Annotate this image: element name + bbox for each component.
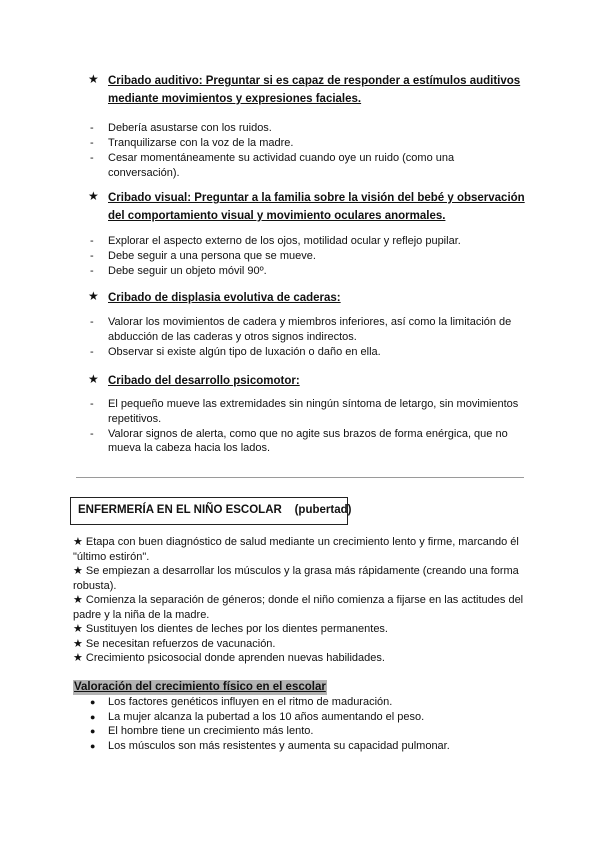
valoracion-title: Valoración del crecimiento físico en el escolar — [74, 681, 326, 693]
list-item: - Valorar los movimientos de cadera y miembros inferiores, así como la limitación de abducción de las caderas y otros signos indirectos. — [0, 315, 522, 344]
dash-list — [0, 315, 600, 359]
list-item — [0, 695, 600, 710]
section-cribado-auditivo — [0, 71, 600, 181]
heading-text: Cribado del desarrollo psicomotor: — [108, 375, 300, 387]
section-heading — [0, 288, 528, 306]
list-item: - Debería asustarse con los ruidos. — [0, 121, 522, 136]
list-item — [0, 710, 600, 725]
bullet-icon: ● — [90, 726, 96, 736]
list-item: - El pequeño mueve las extremidades sin ningún síntoma de letargo, sin movimientos repetitivos. — [0, 397, 522, 426]
text-line: ★ Crecimiento psicosocial donde aprenden nuevas habilidades. — [73, 652, 385, 664]
dash-list — [0, 397, 600, 456]
star-icon: ★ — [88, 289, 99, 303]
list-item-text: Los factores genéticos influyen en el ritmo de maduración. — [108, 696, 393, 708]
list-item: - Tranquilizarse con la voz de la madre. — [0, 136, 522, 151]
text-line: ★ Sustituyen los dientes de leches por los dientes permanentes. — [73, 623, 388, 635]
list-item: - Valorar signos de alerta, como que no agite sus brazos de forma enérgica, que no mueva la cabeza hacia los lados. — [0, 427, 522, 456]
bullet-icon: ● — [90, 711, 96, 722]
heading-text: Cribado auditivo: Preguntar si es capaz de responder a estímulos auditivos mediante movimientos y expresiones faciales. — [108, 75, 521, 105]
list-item-text: Los músculos son más resistentes y aumenta su capacidad pulmonar. — [108, 739, 450, 752]
dash-list — [0, 234, 600, 279]
list-item — [0, 739, 600, 754]
section-title-box: ENFERMERÍA EN EL NIÑO ESCOLAR (pubertad) — [70, 497, 348, 525]
star-icon: ★ — [88, 72, 99, 86]
text-line: ★ Se empiezan a desarrollar los músculos y la grasa más rápidamente (creando una forma — [73, 565, 519, 577]
text-line: padre y la niña de la madre. — [73, 608, 210, 621]
list-item: - Explorar el aspecto externo de los ojos, motilidad ocular y reflejo pupilar. — [0, 234, 522, 249]
text-line: robusta). — [73, 579, 117, 592]
section-heading — [0, 71, 528, 107]
text-line: "último estirón". — [73, 550, 150, 563]
bullet-icon: ● — [90, 697, 96, 707]
valoracion-list — [0, 695, 600, 753]
horizontal-divider — [76, 477, 524, 478]
list-item: - Observar si existe algún tipo de luxación o daño en ella. — [0, 345, 522, 360]
text-line: ★ Etapa con buen diagnóstico de salud mediante un crecimiento lento y firme, marcando él — [73, 536, 519, 548]
bullet-icon: ● — [90, 740, 96, 751]
star-icon: ★ — [88, 189, 99, 203]
list-item: - Debe seguir un objeto móvil 90º. — [0, 264, 522, 279]
list-item: - Debe seguir a una persona que se mueve. — [0, 249, 522, 264]
escolar-star-lines — [73, 535, 533, 666]
section-heading — [0, 371, 528, 389]
list-item: - Cesar momentáneamente su actividad cuando oye un ruido (como una conversación). — [0, 151, 522, 180]
heading-text: Cribado de displasia evolutiva de caderas: — [108, 292, 341, 304]
text-line: ★ Comienza la separación de géneros; donde el niño comienza a fijarse en las actitudes del — [73, 594, 524, 606]
section-cribado-psicomotor — [0, 371, 600, 456]
section-cribado-visual — [0, 188, 600, 279]
section-heading — [0, 188, 528, 224]
list-item-text: La mujer alcanza la pubertad a los 10 años aumentando el peso. — [108, 710, 425, 723]
heading-text: Cribado visual: Preguntar a la familia sobre la visión del bebé y observación del comportamiento visual y movimiento oculares anormales. — [108, 192, 525, 222]
text-line: ★ Se necesitan refuerzos de vacunación. — [73, 637, 276, 650]
star-icon: ★ — [88, 372, 99, 386]
dash-list — [0, 121, 600, 180]
list-item-text: El hombre tiene un crecimiento más lento. — [108, 725, 314, 737]
section-cribado-displasia — [0, 288, 600, 360]
list-item — [0, 724, 600, 739]
